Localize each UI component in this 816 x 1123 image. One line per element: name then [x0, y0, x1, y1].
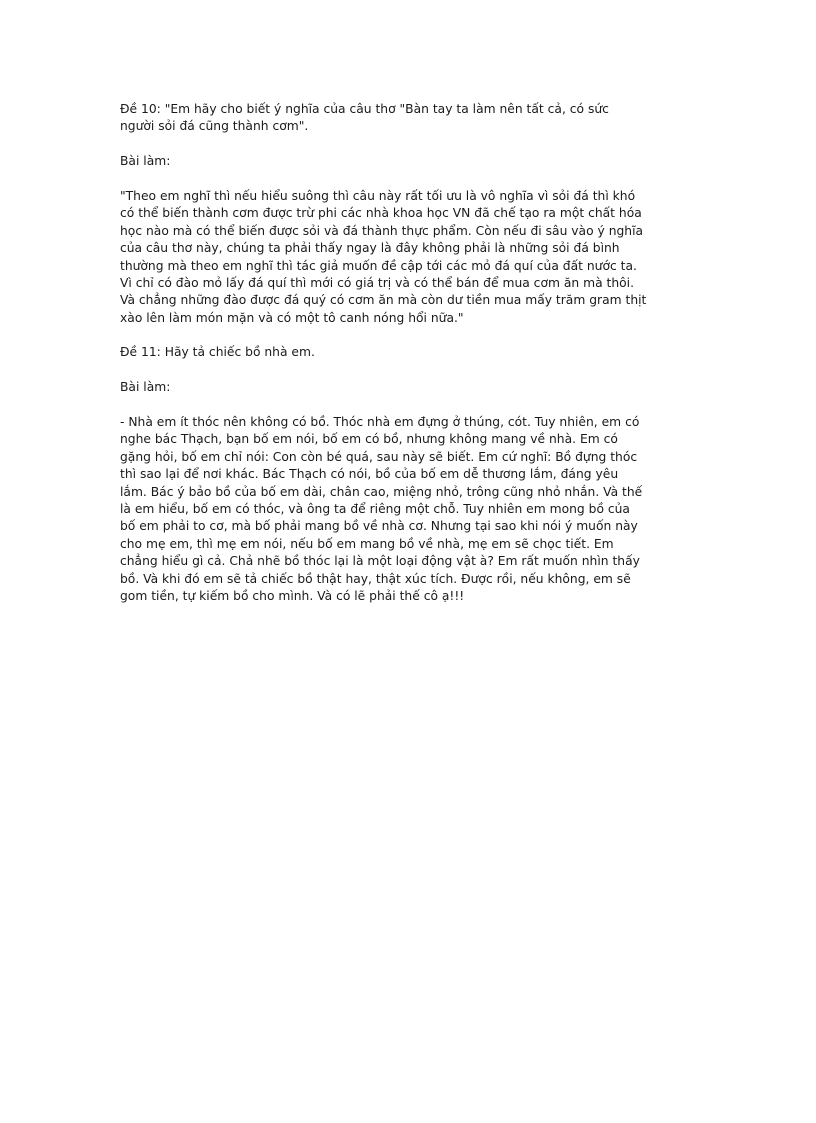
answer-line: thường mà theo em nghĩ thì tác giả muốn đề cập tới các mỏ đá quí của đất nước ta.: [120, 258, 637, 273]
answer-line: Vì chỉ có đào mỏ lấy đá quí thì mới có giá trị và có thể bán để mua cơm ăn mà thôi.: [120, 275, 634, 290]
spacer: [120, 327, 710, 344]
spacer: [120, 397, 710, 414]
answer-label: Bài làm:: [120, 154, 171, 169]
answer-line: "Theo em nghĩ thì nếu hiểu suông thì câu này rất tối ưu là vô nghĩa vì sỏi đá thì khó: [120, 188, 636, 203]
answer-line: gặng hỏi, bố em chỉ nói: Con còn bé quá, sau này sẽ biết. Em cứ nghĩ: Bồ đựng thóc: [120, 449, 638, 464]
answer-line: gom tiền, tự kiếm bồ cho mình. Và có lẽ phải thế cô ạ!!!: [120, 588, 465, 603]
spacer: [120, 171, 710, 188]
answer-line: bố em phải to cơ, mà bố phải mang bồ về nhà cơ. Nhưng tại sao khi nói ý muốn này: [120, 519, 638, 534]
prompt-line: Đề 10: "Em hãy cho biết ý nghĩa của câu thơ "Bàn tay ta làm nên tất cả, có sức: [120, 102, 609, 116]
essay-prompt-11: [120, 344, 710, 361]
spacer: [120, 136, 710, 153]
answer-line: - Nhà em ít thóc nên không có bồ. Thóc nhà em đựng ở thúng, cót. Tuy nhiên, em có: [120, 415, 640, 430]
answer-line: thì sao lại để nơi khác. Bác Thạch có nói, bồ của bố em dễ thương lắm, đáng yêu: [120, 467, 619, 482]
answer-line: Và chẳng những đào được đá quý có cơm ăn mà còn dư tiền mua mấy trăm gram thịt: [120, 293, 647, 308]
answer-line: chẳng hiểu gì cả. Chả nhẽ bồ thóc lại là một loại động vật à? Em rất muốn nhìn thấy: [120, 554, 640, 569]
essay-answer-10: [120, 188, 710, 327]
answer-line: xào lên làm món mặn và có một tô canh nóng hổi nữa.": [120, 310, 464, 325]
answer-line: bồ. Và khi đó em sẽ tả chiếc bồ thật hay, thật xúc tích. Được rồi, nếu không, em sẽ: [120, 571, 631, 586]
answer-line: cho mẹ em, thì mẹ em nói, nếu bố em mang bồ về nhà, mẹ em sẽ chọc tiết. Em: [120, 536, 614, 551]
prompt-line: Đề 11: Hãy tả chiếc bồ nhà em.: [120, 345, 315, 360]
answer-line: nghe bác Thạch, bạn bố em nói, bố em có bồ, nhưng không mang về nhà. Em có: [120, 432, 618, 447]
answer-line: lắm. Bác ý bảo bồ của bố em dài, chân cao, miệng nhỏ, trông cũng nhỏ nhắn. Và thế: [120, 484, 643, 499]
answer-line: có thể biến thành cơm được trừ phi các nhà khoa học VN đã chế tạo ra một chất hóa: [120, 206, 642, 221]
prompt-line: người sỏi đá cũng thành cơm".: [120, 119, 309, 134]
answer-label: Bài làm:: [120, 380, 171, 395]
answer-line: của câu thơ này, chúng ta phải thấy ngay là đây không phải là những sỏi đá bình: [120, 241, 620, 256]
answer-line: là em hiểu, bố em có thóc, và ông ta để riêng một chỗ. Tuy nhiên em mong bồ của: [120, 501, 630, 516]
essay-answer-11: [120, 414, 710, 605]
essay-prompt-10: [120, 101, 710, 136]
spacer: [120, 362, 710, 379]
answer-line: học nào mà có thể biến được sỏi và đá thành thực phẩm. Còn nếu đi sâu vào ý nghĩa: [120, 223, 644, 238]
document-content: [120, 101, 710, 605]
